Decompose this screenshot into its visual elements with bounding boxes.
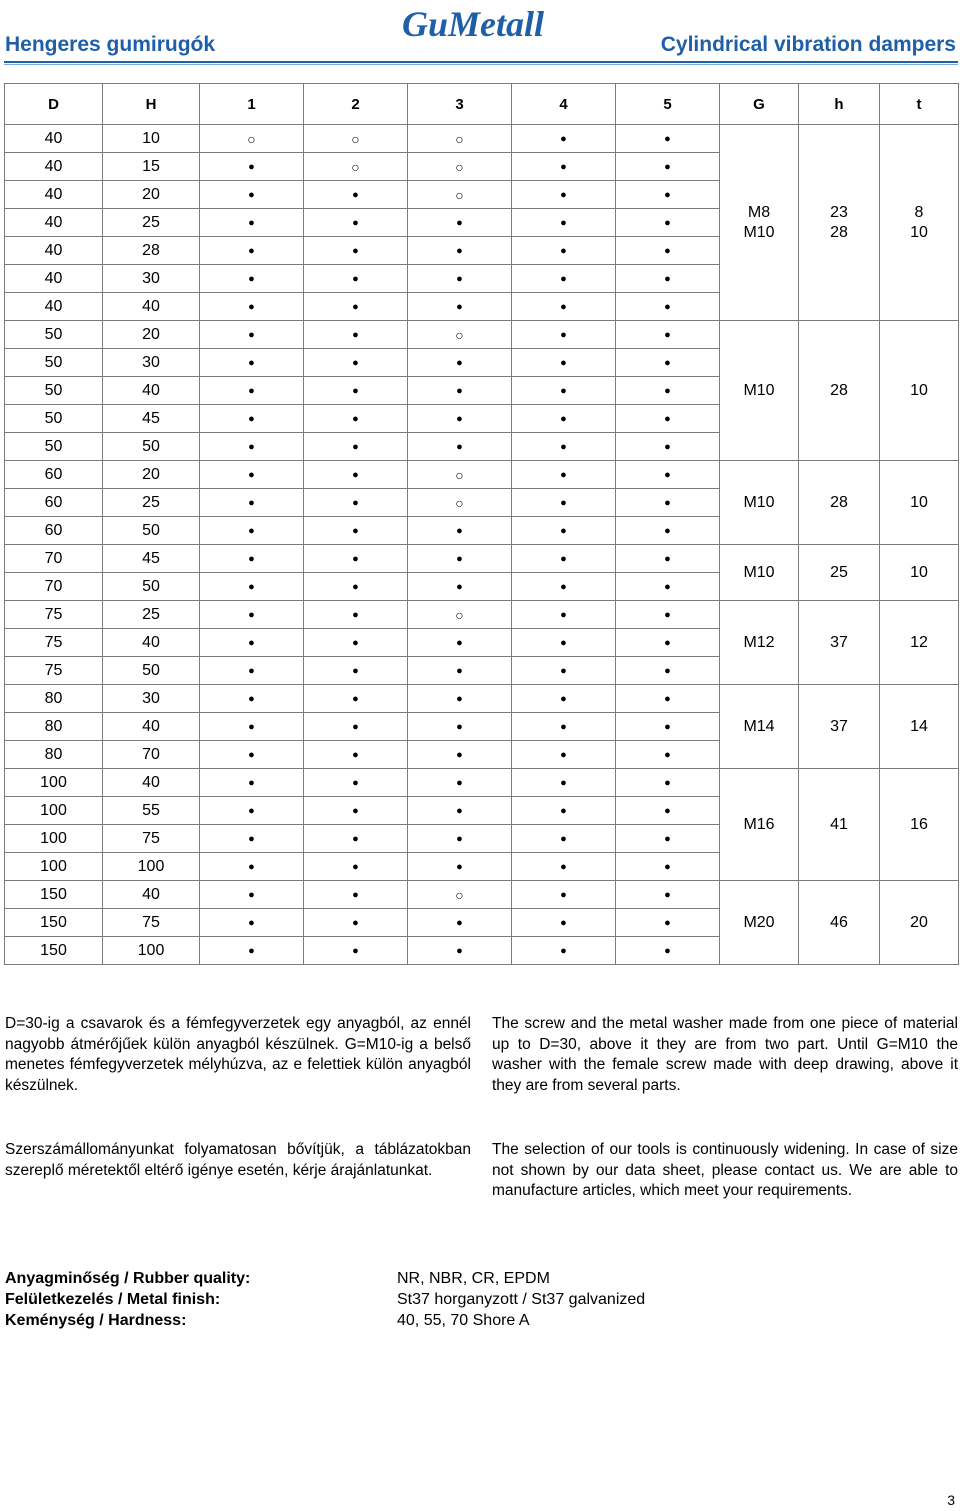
thread-G-value: M16 — [743, 815, 775, 833]
availability-cell: ● — [616, 489, 720, 517]
availability-cell: ● — [200, 433, 304, 461]
availability-cell: ● — [304, 321, 408, 349]
dimension-cell: 50 — [5, 377, 103, 405]
availability-cell: ● — [200, 181, 304, 209]
availability-cell: ● — [616, 601, 720, 629]
dimension-table — [4, 83, 959, 965]
thread-t-cell — [880, 685, 959, 769]
thread-G-value: M10 — [743, 381, 775, 399]
thread-h-cell — [799, 685, 880, 769]
thread-h-cell — [799, 321, 880, 461]
thread-G-value: M12 — [743, 633, 775, 651]
header-rule-thin — [4, 64, 958, 65]
availability-cell: ● — [304, 853, 408, 881]
thread-G-value: M8 M10 — [743, 203, 775, 241]
availability-cell: ● — [616, 321, 720, 349]
availability-cell: ● — [616, 153, 720, 181]
availability-cell: ● — [512, 825, 616, 853]
availability-cell: ● — [304, 489, 408, 517]
availability-cell: ● — [512, 209, 616, 237]
availability-cell: ● — [512, 433, 616, 461]
availability-cell: ● — [304, 265, 408, 293]
dimension-cell: 30 — [103, 349, 200, 377]
availability-cell: ● — [304, 545, 408, 573]
table-row — [5, 461, 959, 489]
dimension-cell: 40 — [103, 293, 200, 321]
dimension-cell: 20 — [103, 461, 200, 489]
dimension-cell: 40 — [103, 881, 200, 909]
title-hungarian: Hengeres gumirugók — [5, 33, 216, 56]
availability-cell: ○ — [408, 125, 512, 153]
availability-cell: ● — [512, 377, 616, 405]
availability-cell: ● — [616, 461, 720, 489]
availability-cell: ● — [408, 629, 512, 657]
availability-cell: ○ — [408, 461, 512, 489]
availability-cell: ● — [200, 713, 304, 741]
note-english-1: The screw and the metal washer made from one piece of material up to D=30, above it they are from two part. Until G=M10 the washer with the female screw made with deep drawing, above it they are from several parts. — [492, 1015, 958, 1094]
availability-cell: ● — [304, 573, 408, 601]
availability-cell: ● — [408, 545, 512, 573]
thread-h-value: 37 — [830, 633, 848, 651]
dimension-cell: 70 — [5, 573, 103, 601]
availability-cell: ● — [200, 573, 304, 601]
availability-cell: ● — [408, 937, 512, 965]
thread-h-cell — [799, 881, 880, 965]
availability-cell: ● — [512, 265, 616, 293]
column-header: D — [5, 84, 103, 125]
dimension-cell: 40 — [5, 181, 103, 209]
availability-cell: ● — [512, 657, 616, 685]
dimension-cell: 75 — [103, 909, 200, 937]
dimension-cell: 40 — [103, 377, 200, 405]
availability-cell: ○ — [304, 153, 408, 181]
dimension-cell: 60 — [5, 517, 103, 545]
page-header — [0, 0, 960, 70]
availability-cell: ● — [200, 825, 304, 853]
thread-t-cell — [880, 321, 959, 461]
thread-h-value: 46 — [830, 913, 848, 931]
availability-cell: ● — [408, 769, 512, 797]
availability-cell: ● — [616, 377, 720, 405]
availability-cell: ● — [616, 517, 720, 545]
thread-h-cell — [799, 125, 880, 321]
thread-G-value: M14 — [743, 717, 775, 735]
availability-cell: ● — [304, 293, 408, 321]
availability-cell: ○ — [408, 153, 512, 181]
dimension-cell: 50 — [103, 573, 200, 601]
thread-G-cell — [720, 545, 799, 601]
thread-G-cell — [720, 125, 799, 321]
thread-h-cell — [799, 601, 880, 685]
availability-cell: ● — [200, 349, 304, 377]
hardness-label: Keménység / Hardness: — [5, 1312, 187, 1329]
availability-cell: ● — [200, 685, 304, 713]
availability-cell: ● — [304, 209, 408, 237]
dimension-cell: 40 — [103, 629, 200, 657]
availability-cell: ● — [200, 209, 304, 237]
dimension-cell: 45 — [103, 405, 200, 433]
thread-h-value: 23 28 — [830, 203, 848, 241]
thread-G-cell — [720, 321, 799, 461]
column-header: G — [720, 84, 799, 125]
dimension-cell: 25 — [103, 601, 200, 629]
column-header: 3 — [408, 84, 512, 125]
availability-cell: ● — [408, 797, 512, 825]
availability-cell: ○ — [408, 321, 512, 349]
dimension-cell: 50 — [5, 321, 103, 349]
table-row — [5, 685, 959, 713]
availability-cell: ● — [408, 909, 512, 937]
availability-cell: ● — [304, 657, 408, 685]
availability-cell: ● — [512, 881, 616, 909]
availability-cell: ● — [304, 629, 408, 657]
thread-h-cell — [799, 545, 880, 601]
dimension-cell: 40 — [5, 125, 103, 153]
availability-cell: ● — [616, 545, 720, 573]
availability-cell: ● — [616, 937, 720, 965]
hardness-value: 40, 55, 70 Shore A — [397, 1312, 530, 1329]
availability-cell: ● — [512, 629, 616, 657]
availability-cell: ● — [408, 573, 512, 601]
availability-cell: ○ — [408, 601, 512, 629]
table-row — [5, 881, 959, 909]
availability-cell: ● — [304, 769, 408, 797]
availability-cell: ○ — [200, 125, 304, 153]
note-hungarian-2: Szerszámállományunkat folyamatosan bővítjük, a táblázatokban szereplő méretektől eltérő igénye esetén, kérje árajánlatunkat. — [5, 1141, 471, 1179]
thread-G-cell — [720, 461, 799, 545]
availability-cell: ● — [616, 741, 720, 769]
dimension-cell: 70 — [103, 741, 200, 769]
header-rule — [4, 61, 958, 63]
page-number: 3 — [947, 1492, 955, 1508]
dimension-cell: 30 — [103, 685, 200, 713]
availability-cell: ● — [200, 265, 304, 293]
availability-cell: ● — [200, 461, 304, 489]
availability-cell: ● — [304, 937, 408, 965]
availability-cell: ● — [616, 797, 720, 825]
dimension-cell: 80 — [5, 713, 103, 741]
dimension-cell: 30 — [103, 265, 200, 293]
dimension-cell: 45 — [103, 545, 200, 573]
dimension-cell: 15 — [103, 153, 200, 181]
availability-cell: ● — [512, 713, 616, 741]
dimension-cell: 150 — [5, 937, 103, 965]
note-english-2: The selection of our tools is continuously widening. In case of size not shown by our data sheet, please contact us. We are able to manufacture articles, which meet your requirements. — [492, 1141, 958, 1200]
thread-h-value: 41 — [830, 815, 848, 833]
availability-cell: ● — [304, 461, 408, 489]
thread-t-value: 8 10 — [910, 203, 928, 241]
availability-cell: ● — [616, 881, 720, 909]
column-header: H — [103, 84, 200, 125]
table-row — [5, 601, 959, 629]
dimension-cell: 50 — [103, 657, 200, 685]
thread-h-value: 37 — [830, 717, 848, 735]
availability-cell: ● — [408, 377, 512, 405]
dimension-cell: 100 — [5, 853, 103, 881]
dimension-cell: 50 — [103, 433, 200, 461]
thread-t-value: 14 — [910, 717, 928, 735]
availability-cell: ● — [304, 909, 408, 937]
availability-cell: ● — [512, 461, 616, 489]
dimension-cell: 50 — [5, 433, 103, 461]
availability-cell: ● — [512, 321, 616, 349]
dimension-cell: 20 — [103, 321, 200, 349]
availability-cell: ● — [512, 405, 616, 433]
dimension-cell: 40 — [5, 209, 103, 237]
thread-G-value: M20 — [743, 913, 775, 931]
availability-cell: ● — [200, 153, 304, 181]
dimension-cell: 50 — [5, 405, 103, 433]
availability-cell: ● — [200, 909, 304, 937]
dimension-cell: 50 — [5, 349, 103, 377]
thread-G-cell — [720, 601, 799, 685]
dimension-cell: 20 — [103, 181, 200, 209]
availability-cell: ● — [304, 517, 408, 545]
dimension-cell: 40 — [103, 713, 200, 741]
dimension-cell: 150 — [5, 881, 103, 909]
availability-cell: ● — [512, 153, 616, 181]
column-header: h — [799, 84, 880, 125]
table-row — [5, 321, 959, 349]
availability-cell: ● — [304, 797, 408, 825]
availability-cell: ● — [512, 517, 616, 545]
availability-cell: ○ — [408, 489, 512, 517]
availability-cell: ● — [200, 601, 304, 629]
availability-cell: ● — [408, 349, 512, 377]
availability-cell: ● — [408, 825, 512, 853]
availability-cell: ● — [616, 237, 720, 265]
availability-cell: ● — [512, 237, 616, 265]
dimension-cell: 100 — [5, 797, 103, 825]
availability-cell: ● — [512, 573, 616, 601]
availability-cell: ● — [616, 125, 720, 153]
availability-cell: ● — [616, 573, 720, 601]
availability-cell: ● — [616, 713, 720, 741]
availability-cell: ● — [408, 685, 512, 713]
dimension-cell: 40 — [5, 237, 103, 265]
availability-cell: ● — [512, 125, 616, 153]
availability-cell: ● — [200, 545, 304, 573]
availability-cell: ● — [304, 741, 408, 769]
availability-cell: ● — [616, 629, 720, 657]
availability-cell: ○ — [408, 181, 512, 209]
thread-G-cell — [720, 881, 799, 965]
availability-cell: ● — [616, 433, 720, 461]
availability-cell: ● — [616, 769, 720, 797]
availability-cell: ● — [304, 685, 408, 713]
availability-cell: ● — [304, 349, 408, 377]
column-header: 5 — [616, 84, 720, 125]
dimension-cell: 75 — [103, 825, 200, 853]
availability-cell: ● — [200, 937, 304, 965]
thread-t-cell — [880, 125, 959, 321]
availability-cell: ● — [512, 293, 616, 321]
availability-cell: ● — [200, 881, 304, 909]
dimension-cell: 100 — [5, 769, 103, 797]
column-header: 4 — [512, 84, 616, 125]
dimension-cell: 150 — [5, 909, 103, 937]
availability-cell: ● — [616, 209, 720, 237]
column-header: 2 — [304, 84, 408, 125]
availability-cell: ● — [304, 377, 408, 405]
availability-cell: ● — [408, 433, 512, 461]
availability-cell: ● — [408, 209, 512, 237]
availability-cell: ● — [200, 517, 304, 545]
availability-cell: ● — [304, 881, 408, 909]
dimension-cell: 100 — [103, 853, 200, 881]
availability-cell: ● — [304, 825, 408, 853]
availability-cell: ● — [512, 601, 616, 629]
dimension-cell: 75 — [5, 601, 103, 629]
thread-t-cell — [880, 461, 959, 545]
availability-cell: ● — [200, 657, 304, 685]
rubber-quality-value: NR, NBR, CR, EPDM — [397, 1270, 550, 1287]
availability-cell: ● — [408, 237, 512, 265]
metal-finish-value: St37 horganyzott / St37 galvanized — [397, 1291, 646, 1308]
table-body — [5, 125, 959, 965]
thread-t-value: 20 — [910, 913, 928, 931]
availability-cell: ● — [408, 293, 512, 321]
dimension-cell: 10 — [103, 125, 200, 153]
table-row — [5, 545, 959, 573]
table-row — [5, 769, 959, 797]
availability-cell: ● — [200, 321, 304, 349]
availability-cell: ● — [304, 433, 408, 461]
availability-cell: ● — [408, 853, 512, 881]
dimension-cell: 25 — [103, 489, 200, 517]
table-row — [5, 125, 959, 153]
dimension-cell: 60 — [5, 489, 103, 517]
availability-cell: ● — [408, 741, 512, 769]
thread-t-value: 10 — [910, 381, 928, 399]
dimension-cell: 75 — [5, 629, 103, 657]
note-hungarian-1: D=30-ig a csavarok és a fémfegyverzetek egy anyagból, az ennél nagyobb átmérőjűek külön anyagból készülnek. G=M10-ig a belső menetes fémfegyverzetek mélyhúzva, az e felettiek külön anyagból készülnek. — [5, 1015, 471, 1094]
dimension-cell: 60 — [5, 461, 103, 489]
dimension-cell: 55 — [103, 797, 200, 825]
availability-cell: ● — [512, 909, 616, 937]
availability-cell: ● — [616, 657, 720, 685]
availability-cell: ● — [512, 349, 616, 377]
availability-cell: ● — [616, 909, 720, 937]
rubber-quality-label: Anyagminőség / Rubber quality: — [5, 1270, 251, 1287]
availability-cell: ● — [512, 685, 616, 713]
thread-h-cell — [799, 461, 880, 545]
thread-t-value: 16 — [910, 815, 928, 833]
availability-cell: ● — [408, 713, 512, 741]
availability-cell: ● — [512, 489, 616, 517]
thread-h-value: 25 — [830, 563, 848, 581]
availability-cell: ● — [512, 741, 616, 769]
availability-cell: ● — [200, 741, 304, 769]
availability-cell: ● — [408, 657, 512, 685]
availability-cell: ● — [200, 769, 304, 797]
thread-G-cell — [720, 769, 799, 881]
dimension-cell: 40 — [5, 293, 103, 321]
logo-text: GuMetall — [402, 4, 545, 44]
dimension-cell: 25 — [103, 209, 200, 237]
availability-cell: ● — [304, 237, 408, 265]
thread-t-cell — [880, 769, 959, 881]
availability-cell: ● — [616, 293, 720, 321]
availability-cell: ● — [616, 825, 720, 853]
thread-t-cell — [880, 545, 959, 601]
column-header: 1 — [200, 84, 304, 125]
availability-cell: ● — [200, 293, 304, 321]
thread-t-cell — [880, 601, 959, 685]
availability-cell: ● — [304, 405, 408, 433]
availability-cell: ● — [408, 405, 512, 433]
metal-finish-label: Felületkezelés / Metal finish: — [5, 1291, 221, 1308]
availability-cell: ● — [512, 545, 616, 573]
availability-cell: ● — [512, 937, 616, 965]
dimension-cell: 80 — [5, 741, 103, 769]
availability-cell: ● — [512, 853, 616, 881]
availability-cell: ● — [200, 629, 304, 657]
availability-cell: ● — [304, 181, 408, 209]
thread-t-cell — [880, 881, 959, 965]
thread-h-value: 28 — [830, 493, 848, 511]
dimension-cell: 40 — [5, 265, 103, 293]
availability-cell: ● — [200, 853, 304, 881]
dimension-cell: 50 — [103, 517, 200, 545]
dimension-cell: 100 — [103, 937, 200, 965]
gumetall-logo — [400, 2, 565, 52]
availability-cell: ● — [408, 265, 512, 293]
material-specs — [5, 1268, 645, 1331]
title-english: Cylindrical vibration dampers — [660, 33, 956, 56]
availability-cell: ● — [616, 181, 720, 209]
availability-cell: ● — [200, 377, 304, 405]
availability-cell: ● — [200, 489, 304, 517]
dimension-cell: 40 — [5, 153, 103, 181]
thread-G-cell — [720, 685, 799, 769]
availability-cell: ● — [512, 181, 616, 209]
dimension-cell: 28 — [103, 237, 200, 265]
availability-cell: ○ — [408, 881, 512, 909]
thread-G-value: M10 — [743, 493, 775, 511]
dimension-cell: 75 — [5, 657, 103, 685]
availability-cell: ● — [200, 797, 304, 825]
availability-cell: ● — [304, 601, 408, 629]
availability-cell: ● — [512, 797, 616, 825]
table-header-row — [5, 84, 959, 125]
availability-cell: ● — [512, 769, 616, 797]
availability-cell: ● — [616, 405, 720, 433]
dimension-cell: 40 — [103, 769, 200, 797]
availability-cell: ● — [616, 853, 720, 881]
availability-cell: ● — [200, 237, 304, 265]
availability-cell: ● — [408, 517, 512, 545]
availability-cell: ● — [616, 265, 720, 293]
availability-cell: ○ — [304, 125, 408, 153]
availability-cell: ● — [616, 349, 720, 377]
thread-t-value: 10 — [910, 493, 928, 511]
thread-h-cell — [799, 769, 880, 881]
thread-h-value: 28 — [830, 381, 848, 399]
dimension-cell: 100 — [5, 825, 103, 853]
availability-cell: ● — [200, 405, 304, 433]
availability-cell: ● — [304, 713, 408, 741]
thread-t-value: 10 — [910, 563, 928, 581]
thread-G-value: M10 — [743, 563, 775, 581]
availability-cell: ● — [616, 685, 720, 713]
thread-t-value: 12 — [910, 633, 928, 651]
dimension-cell: 70 — [5, 545, 103, 573]
dimension-cell: 80 — [5, 685, 103, 713]
column-header: t — [880, 84, 959, 125]
